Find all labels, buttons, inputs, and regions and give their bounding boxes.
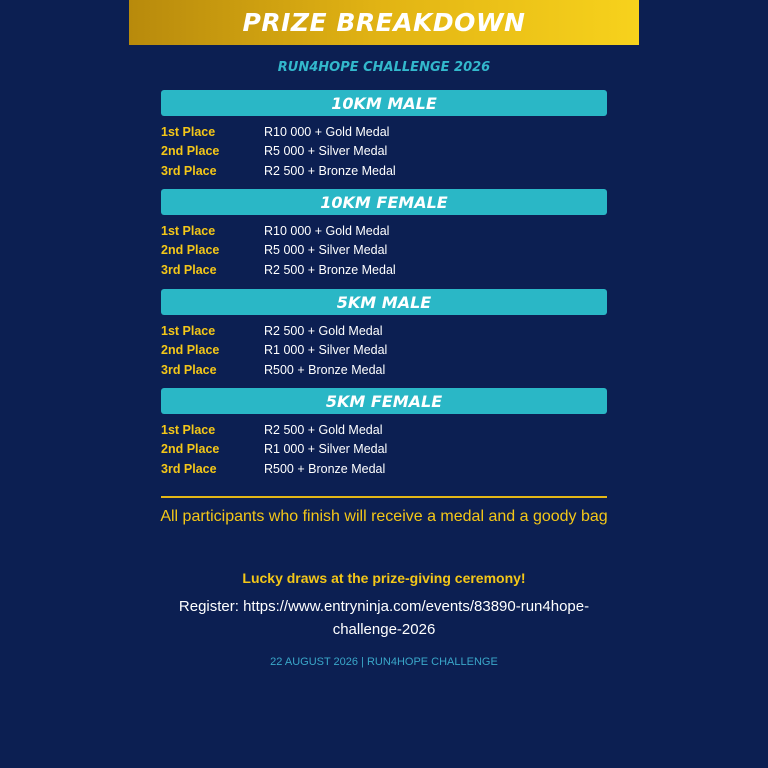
place-label: 3rd Place (161, 262, 217, 277)
prize-value: R2 500 + Bronze Medal (264, 262, 396, 277)
prize-row (161, 260, 607, 280)
prize-row (161, 142, 607, 162)
category-10km-female (161, 189, 607, 280)
place-label: 1st Place (161, 323, 216, 338)
title-banner (129, 0, 639, 45)
event-subtitle: RUN4HOPE CHALLENGE 2026 (277, 60, 491, 75)
footer-text: 22 AUGUST 2026 | RUN4HOPE CHALLENGE (270, 656, 498, 668)
prize-row (161, 122, 607, 142)
place-label: 3rd Place (161, 163, 217, 178)
place-label: 2nd Place (161, 343, 220, 358)
section-divider (161, 496, 607, 498)
category-5km-male (161, 289, 607, 380)
category-10km-male (161, 90, 607, 181)
category-header: 10KM FEMALE (161, 189, 607, 215)
prize-row (161, 341, 607, 361)
place-label: 3rd Place (161, 461, 217, 476)
place-label: 1st Place (161, 124, 216, 139)
prize-row (161, 360, 607, 380)
prize-value: R2 500 + Bronze Medal (264, 163, 396, 178)
prize-row (161, 161, 607, 181)
place-label: 2nd Place (161, 144, 220, 159)
prize-value: R1 000 + Silver Medal (264, 442, 388, 457)
place-label: 2nd Place (161, 243, 220, 258)
category-header: 5KM MALE (161, 289, 607, 315)
prize-value: R5 000 + Silver Medal (264, 144, 388, 159)
place-label: 1st Place (161, 422, 216, 437)
category-header: 10KM MALE (161, 90, 607, 116)
place-label: 1st Place (161, 223, 216, 238)
prize-value: R10 000 + Gold Medal (264, 124, 390, 139)
prize-row (161, 420, 607, 440)
category-header: 5KM FEMALE (161, 388, 607, 414)
register-link-text: Register: https://www.entryninja.com/events/83890-run4hope-challenge-2026 (178, 598, 590, 638)
prize-row (161, 459, 607, 479)
prize-row (161, 241, 607, 261)
prize-row (161, 440, 607, 460)
participants-note: All participants who finish will receive a medal and a goody bag (160, 508, 608, 525)
category-5km-female (161, 388, 607, 479)
prize-value: R2 500 + Gold Medal (264, 422, 383, 437)
prize-value: R10 000 + Gold Medal (264, 223, 390, 238)
prize-value: R2 500 + Gold Medal (264, 323, 383, 338)
page-title: PRIZE BREAKDOWN (242, 8, 526, 37)
place-label: 3rd Place (161, 362, 217, 377)
place-label: 2nd Place (161, 442, 220, 457)
prize-value: R500 + Bronze Medal (264, 362, 386, 377)
prize-value: R1 000 + Silver Medal (264, 343, 388, 358)
prize-value: R500 + Bronze Medal (264, 461, 386, 476)
prize-row (161, 321, 607, 341)
prize-row (161, 221, 607, 241)
lucky-draws-note: Lucky draws at the prize-giving ceremony! (242, 570, 526, 586)
prize-value: R5 000 + Silver Medal (264, 243, 388, 258)
